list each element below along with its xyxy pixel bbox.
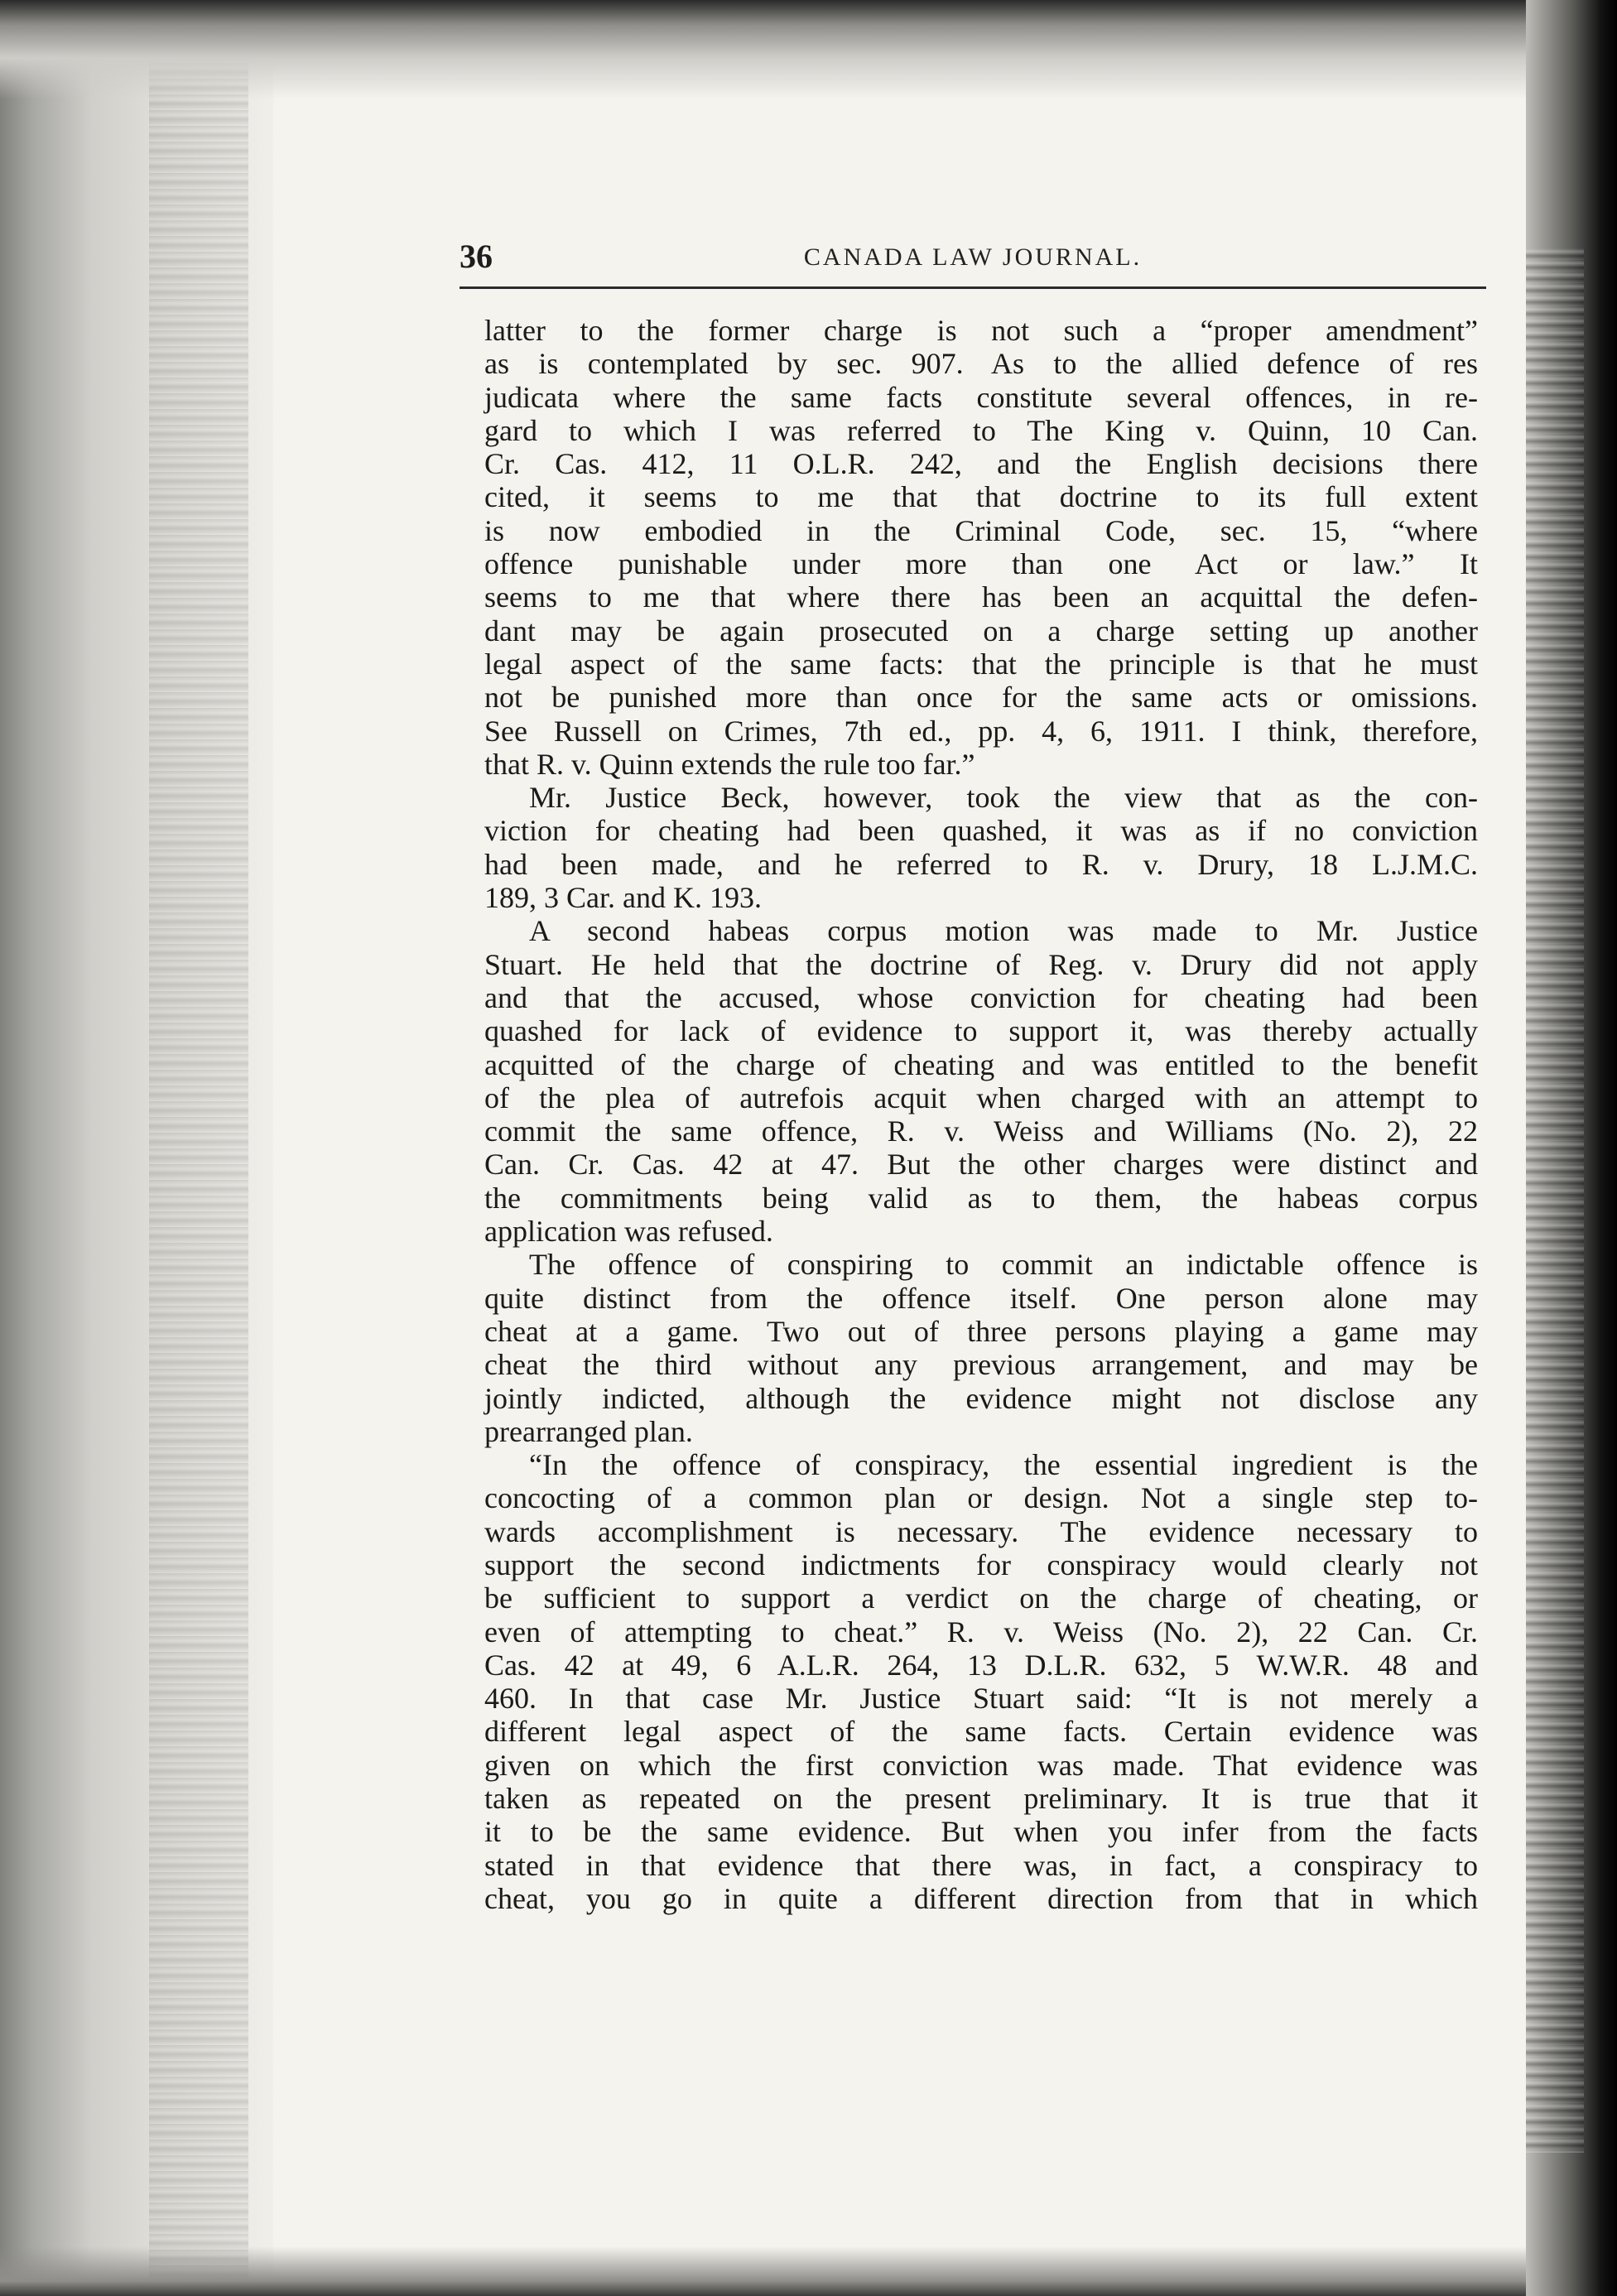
text-line: given on which the first conviction was made. That evidence was (484, 1748, 1478, 1782)
text-line: stated in that evidence that there was, in fact, a conspiracy to (484, 1848, 1478, 1882)
text-line: See Russell on Crimes, 7th ed., pp. 4, 6, 1911. I think, therefore, (484, 714, 1478, 748)
text-line: that R. v. Quinn extends the rule too far.” (484, 747, 975, 781)
text-line: not be punished more than once for the same acts or omissions. (484, 681, 1478, 715)
text-line: judicata where the same facts constitute several offences, in re- (484, 380, 1478, 414)
text-line: Cas. 42 at 49, 6 A.L.R. 264, 13 D.L.R. 632, 5 W.W.R. 48 and (484, 1648, 1478, 1682)
text-line: even of attempting to cheat.” R. v. Weiss (No. 2), 22 Can. Cr. (484, 1615, 1478, 1649)
text-line: Can. Cr. Cas. 42 at 47. But the other charges were distinct and (484, 1148, 1478, 1182)
text-line: latter to the former charge is not such a “proper amendment” (484, 314, 1478, 347)
text-line: A second habeas corpus motion was made to Mr. Justice (529, 914, 1478, 948)
text-line: of the plea of autrefois acquit when charged with an attempt to (484, 1081, 1478, 1114)
text-line: it to be the same evidence. But when you infer from the facts (484, 1815, 1478, 1849)
text-line: viction for cheating had been quashed, it was as if no conviction (484, 814, 1478, 848)
text-line: as is contemplated by sec. 907. As to the allied defence of res (484, 347, 1478, 381)
page-number: 36 (460, 238, 493, 275)
text-line: different legal aspect of the same facts. Certain evidence was (484, 1715, 1478, 1749)
text-line: gard to which I was referred to The King v. Quinn, 10 Can. (484, 413, 1478, 447)
text-line: commit the same offence, R. v. Weiss and Williams (No. 2), 22 (484, 1114, 1478, 1148)
text-line: acquitted of the charge of cheating and was entitled to the benefit (484, 1047, 1478, 1081)
text-line: prearranged plan. (484, 1414, 693, 1448)
text-line: cheat the third without any previous arrangement, and may be (484, 1348, 1478, 1382)
text-line: is now embodied in the Criminal Code, sec. 15, “where (484, 513, 1478, 547)
right-edge-texture (1526, 248, 1584, 2153)
binding-gutter-texture (149, 0, 248, 2296)
text-line: and that the accused, whose conviction for cheating had been (484, 980, 1478, 1014)
text-line: 460. In that case Mr. Justice Stuart said: “It is not merely a (484, 1682, 1478, 1716)
top-edge-shadow (0, 0, 1617, 99)
text-line: Cr. Cas. 412, 11 O.L.R. 242, and the English decisions there (484, 447, 1478, 481)
text-line: cheat at a game. Two out of three persons playing a game may (484, 1314, 1478, 1348)
text-line: 189, 3 Car. and K. 193. (484, 881, 762, 915)
text-line: Stuart. He held that the doctrine of Reg. v. Drury did not apply (484, 947, 1478, 981)
text-line: “In the offence of conspiracy, the essential ingredient is the (529, 1448, 1478, 1482)
text-line: cited, it seems to me that that doctrine to its full extent (484, 480, 1478, 514)
page-header (460, 225, 1486, 289)
text-line: wards accomplishment is necessary. The evidence necessary to (484, 1514, 1478, 1548)
text-line: had been made, and he referred to R. v. Drury, 18 L.J.M.C. (484, 847, 1478, 881)
running-head: CANADA LAW JOURNAL. (803, 243, 1143, 271)
text-line: The offence of conspiring to commit an indictable offence is (529, 1248, 1478, 1282)
text-line: legal aspect of the same facts: that the principle is that he must (484, 647, 1478, 681)
text-line: Mr. Justice Beck, however, took the view that as the con- (529, 781, 1478, 815)
text-line: application was refused. (484, 1215, 773, 1249)
body-text (484, 314, 1478, 1915)
text-line: dant may be again prosecuted on a charge setting up another (484, 614, 1478, 647)
text-line: offence punishable under more than one Act or law.” It (484, 547, 1478, 581)
text-line: seems to me that where there has been an acquittal the defen- (484, 580, 1478, 614)
text-line: taken as repeated on the present preliminary. It is true that it (484, 1782, 1478, 1816)
text-line: cheat, you go in quite a different direction from that in which (484, 1881, 1478, 1915)
text-line: concocting of a common plan or design. Not a single step to- (484, 1481, 1478, 1515)
journal-page (460, 225, 1478, 1915)
text-line: quashed for lack of evidence to support it, was thereby actually (484, 1014, 1478, 1048)
text-line: jointly indicted, although the evidence might not disclose any (484, 1381, 1478, 1415)
bottom-edge-shadow (0, 2246, 1617, 2296)
text-line: support the second indictments for conspiracy would clearly not (484, 1548, 1478, 1581)
text-line: be sufficient to support a verdict on the charge of cheating, or (484, 1581, 1478, 1615)
text-line: quite distinct from the offence itself. One person alone may (484, 1281, 1478, 1315)
text-line: the commitments being valid as to them, the habeas corpus (484, 1181, 1478, 1215)
